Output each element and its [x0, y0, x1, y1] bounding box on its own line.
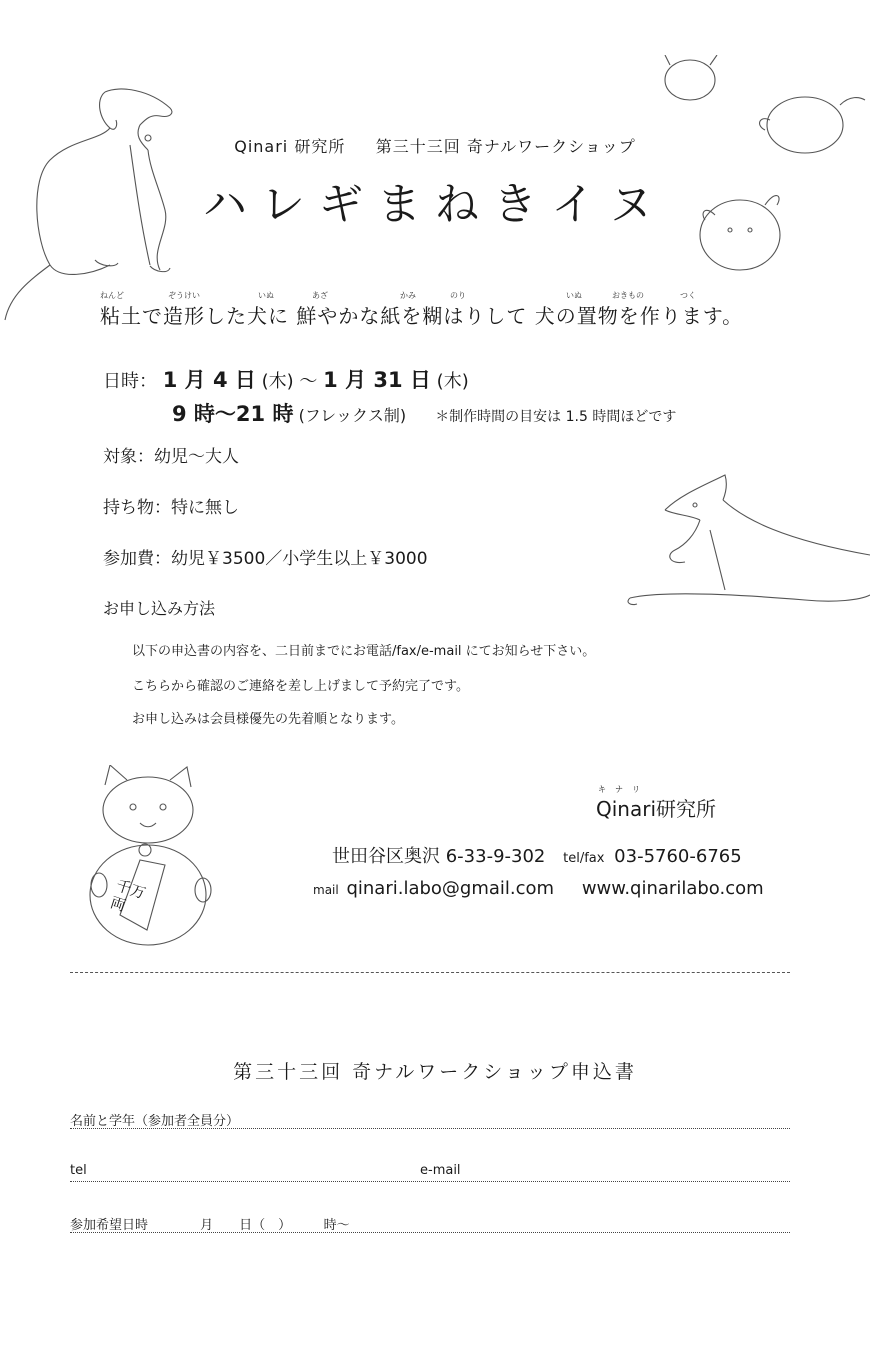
belongings-row: 持ち物：特に無し: [103, 498, 239, 518]
ruby-zoukei: ぞうけい: [168, 291, 200, 300]
ruby-nendo: ねんど: [100, 291, 124, 300]
ruby-tsuku: つく: [680, 291, 696, 300]
date-label: 日時：: [103, 371, 157, 392]
form-name-label: 名前と学年（参加者全員分）: [70, 1114, 240, 1129]
ruby-nori: のり: [450, 291, 466, 300]
ruby-inu-2: いぬ: [566, 291, 582, 300]
form-tel-label: tel: [70, 1163, 87, 1178]
intro-text: 粘土で造形した犬に 鮮やかな紙を糊はりして 犬の置物を作ります。: [100, 304, 744, 328]
form-name-field[interactable]: [70, 1110, 790, 1129]
form-date-label: 参加希望日時: [70, 1218, 149, 1233]
org-name-header: Qinari 研究所: [234, 137, 346, 156]
apply-line-3: お申し込みは会員様優先の先着順となります。: [132, 712, 404, 727]
apply-line-1: 以下の申込書の内容を、二日前までにお電話/fax/e-mail にてお知らせ下さい。: [132, 644, 596, 659]
website-url[interactable]: www.qinarilabo.com: [581, 878, 764, 899]
org-ruby: キナリ: [598, 785, 649, 794]
email-address[interactable]: qinari.labo@gmail.com: [346, 878, 555, 899]
org-name: Qinari研究所: [596, 797, 717, 821]
time-row: [172, 398, 676, 428]
target-row: 対象：幼児～大人: [103, 447, 239, 467]
fee-row: 参加費：幼児￥3500／小学生以上￥3000: [103, 549, 428, 569]
address: 世田谷区奥沢 6-33-9-302: [332, 846, 546, 867]
ruby-okimono: おきもの: [612, 291, 644, 300]
tel-number[interactable]: 03-5760-6765: [614, 846, 742, 867]
tel-label: tel/fax: [563, 851, 605, 866]
maneki-coin-text: 千万両: [108, 876, 148, 916]
form-contact-field[interactable]: [70, 1163, 790, 1182]
ruby-inu-1: いぬ: [258, 291, 274, 300]
page-title: ハレギまねきイヌ: [203, 179, 667, 230]
time-flex-note: (フレックス制): [298, 406, 407, 425]
time-range: 9 時～21 時: [172, 402, 294, 426]
duration-note: ＊制作時間の目安は 1.5 時間ほどです: [435, 409, 677, 425]
date-start: 1 月 4 日: [162, 368, 256, 392]
address-row: [332, 842, 742, 868]
form-date-blank: 月 日（ ） 時～: [200, 1218, 350, 1233]
maneki-neko-illustration: [85, 765, 220, 950]
apply-heading: お申し込み方法: [103, 599, 216, 618]
date-start-day: (木): [261, 371, 294, 392]
form-date-field[interactable]: [70, 1214, 790, 1233]
cut-line: [70, 972, 790, 973]
workshop-number: 第三十三回 奇ナルワークショップ: [375, 137, 636, 156]
playing-puppies-illustration: [655, 55, 870, 290]
form-email-label: e-mail: [420, 1163, 461, 1178]
mail-row: [313, 878, 764, 899]
ruby-aza: あざ: [312, 291, 328, 300]
lying-dog-illustration: [625, 470, 870, 640]
date-tilde: ～: [299, 371, 318, 392]
apply-line-2: こちらから確認のご連絡を差し上げまして予約完了です。: [132, 679, 469, 694]
ruby-kami: かみ: [400, 291, 416, 300]
form-title: 第三十三回 奇ナルワークショップ申込書: [233, 1061, 637, 1083]
date-row: [103, 364, 469, 394]
mail-label: mail: [313, 883, 339, 897]
date-end: 1 月 31 日: [323, 368, 431, 392]
date-end-day: (木): [436, 371, 469, 392]
